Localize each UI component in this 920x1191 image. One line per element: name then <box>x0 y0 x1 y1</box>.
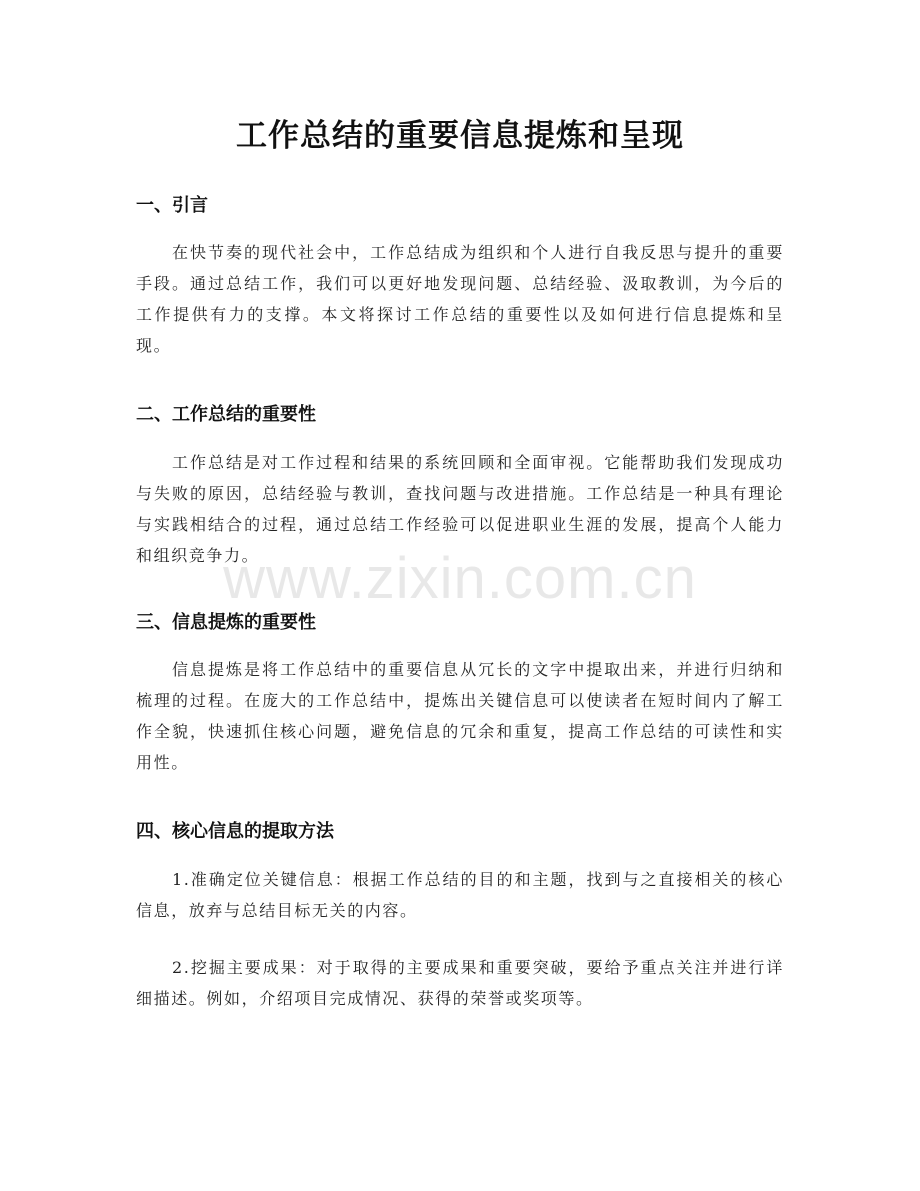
section-heading-importance: 二、工作总结的重要性 <box>136 404 316 425</box>
section-heading-methods: 四、核心信息的提取方法 <box>136 821 334 842</box>
paragraph-introduction: 在快节奏的现代社会中，工作总结成为组织和个人进行自我反思与提升的重要手段。通过总结工作，我们可以更好地发现问题、总结经验、汲取教训，为今后的工作提供有力的支撑。本文将探讨工作总结的重要性以及如何进行信息提炼和呈现。 <box>136 243 784 355</box>
paragraph-method-1: 1.准确定位关键信息：根据工作总结的目的和主题，找到与之直接相关的核心信息，放弃与总结目标无关的内容。 <box>136 870 784 920</box>
paragraph-method-2: 2.挖掘主要成果：对于取得的主要成果和重要突破，要给予重点关注并进行详细描述。例如，介绍项目完成情况、获得的荣誉或奖项等。 <box>136 958 784 1008</box>
paragraph-importance: 工作总结是对工作过程和结果的系统回顾和全面审视。它能帮助我们发现成功与失败的原因，总结经验与教训，查找问题与改进措施。工作总结是一种具有理论与实践相结合的过程，通过总结工作经验可以促进职业生涯的发展，提高个人能力和组织竞争力。 <box>136 453 784 565</box>
watermark: www.zixin.com.cn <box>223 546 697 611</box>
page-title: 工作总结的重要信息提炼和呈现 <box>236 118 684 154</box>
section-heading-extraction-importance: 三、信息提炼的重要性 <box>136 612 316 633</box>
paragraph-extraction-importance: 信息提炼是将工作总结中的重要信息从冗长的文字中提取出来，并进行归纳和梳理的过程。在庞大的工作总结中，提炼出关键信息可以使读者在短时间内了解工作全貌，快速抓住核心问题，避免信息的冗余和重复，提高工作总结的可读性和实用性。 <box>136 660 784 772</box>
section-heading-introduction: 一、引言 <box>136 195 208 216</box>
